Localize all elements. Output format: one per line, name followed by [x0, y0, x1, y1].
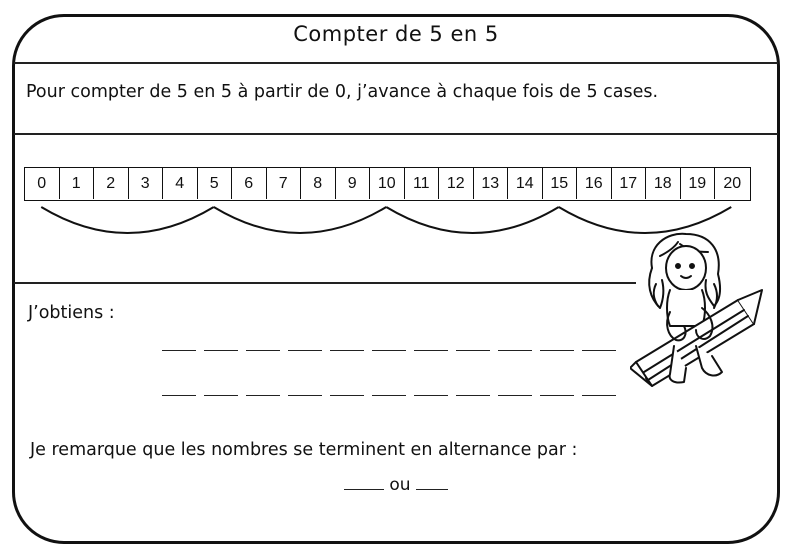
answer-blank[interactable]	[498, 395, 532, 396]
answer-blank[interactable]	[582, 395, 616, 396]
obtain-label: J’obtiens :	[28, 303, 115, 323]
ending-digits-answer	[0, 475, 792, 495]
answer-blank[interactable]	[246, 395, 280, 396]
answer-blank[interactable]	[540, 350, 574, 351]
answer-blank[interactable]	[372, 350, 406, 351]
answer-blank[interactable]	[414, 350, 448, 351]
number-cell: 12	[439, 168, 474, 199]
number-cell: 16	[577, 168, 612, 199]
number-cell: 20	[723, 174, 742, 192]
number-cell: 0	[25, 168, 60, 199]
number-cell: 9	[336, 168, 371, 199]
answer-blanks-row-1[interactable]	[162, 350, 616, 351]
number-cell: 8	[301, 168, 336, 199]
girl-with-pencil-illustration	[630, 228, 770, 388]
number-cell: 14	[508, 168, 543, 199]
answer-blank[interactable]	[162, 350, 196, 351]
instruction-text: Pour compter de 5 en 5 à partir de 0, j’avance à chaque fois de 5 cases.	[26, 82, 659, 102]
number-cell: 7	[267, 168, 302, 199]
number-cell: 19	[681, 168, 716, 199]
answer-blank[interactable]	[456, 395, 490, 396]
jump-arc-1	[41, 207, 214, 233]
answer-blank[interactable]	[330, 395, 364, 396]
answer-blank[interactable]	[204, 395, 238, 396]
jump-arc-3	[386, 207, 559, 233]
number-cell: 11	[405, 168, 440, 199]
answer-blank[interactable]	[582, 350, 616, 351]
middle-divider	[14, 282, 636, 284]
answer-blank[interactable]	[498, 350, 532, 351]
jump-arc-2	[214, 207, 387, 233]
answer-blank[interactable]	[372, 395, 406, 396]
remark-text: Je remarque que les nombres se terminent en alternance par :	[30, 440, 578, 460]
answer-blank[interactable]	[540, 395, 574, 396]
number-cell: 3	[129, 168, 164, 199]
answer-blank[interactable]	[288, 395, 322, 396]
answer-blanks-row-2[interactable]	[162, 395, 616, 396]
number-cell: 4	[163, 168, 198, 199]
ending-digit-blank-1[interactable]	[344, 475, 384, 490]
answer-blank[interactable]	[246, 350, 280, 351]
number-cell: 2	[94, 168, 129, 199]
answer-blank[interactable]	[162, 395, 196, 396]
answer-blank[interactable]	[456, 350, 490, 351]
number-cell: 1	[60, 168, 95, 199]
number-cell: 17	[612, 168, 647, 199]
answer-connector: ou	[389, 475, 411, 495]
number-cell: 13	[474, 168, 509, 199]
answer-blank[interactable]	[288, 350, 322, 351]
answer-blank[interactable]	[330, 350, 364, 351]
number-cell: 15	[543, 168, 578, 199]
worksheet-title: Compter de 5 en 5	[293, 22, 499, 46]
answer-blank[interactable]	[204, 350, 238, 351]
number-cell: 5	[198, 168, 233, 199]
ending-digit-blank-2[interactable]	[416, 475, 448, 490]
number-cell: 18	[646, 168, 681, 199]
number-cell: 10	[370, 168, 405, 199]
number-cell: 6	[232, 168, 267, 199]
answer-blank[interactable]	[414, 395, 448, 396]
